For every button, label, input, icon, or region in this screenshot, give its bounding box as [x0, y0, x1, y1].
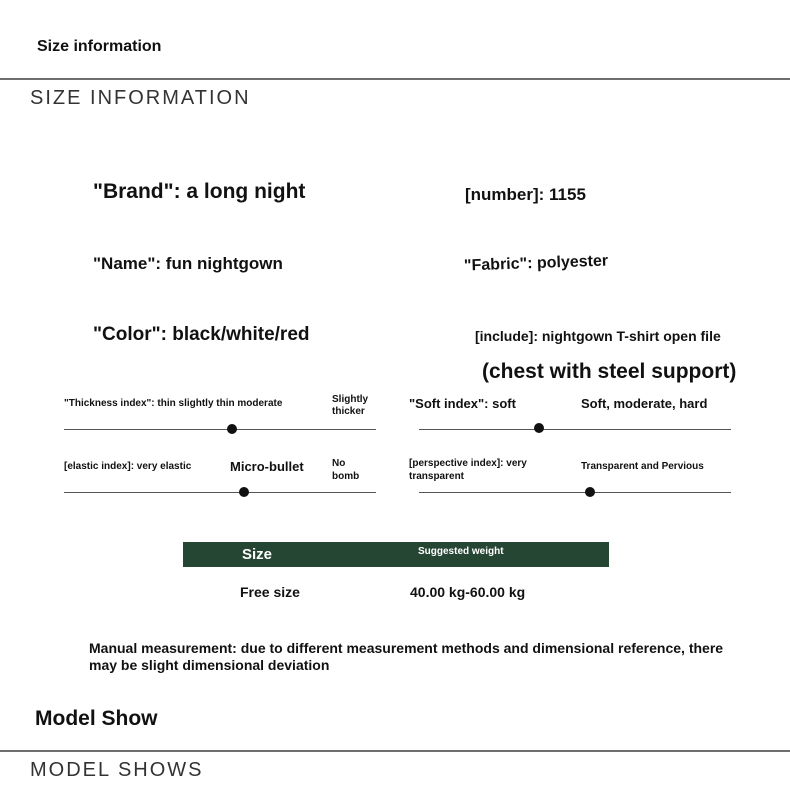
perspective-index-marker — [585, 487, 595, 497]
soft-index-marker — [534, 423, 544, 433]
spec-color: "Color": black/white/red — [93, 324, 310, 345]
elastic-index-label: [elastic index]: very elastic — [64, 461, 192, 472]
thickness-index-extra: Slightly thicker — [332, 394, 369, 417]
size-table-cell-weight: 40.00 kg-60.00 kg — [410, 584, 526, 600]
size-table-cell-size: Free size — [240, 584, 300, 600]
thickness-index-label: "Thickness index": thin slightly thin moderate — [64, 398, 283, 409]
spec-brand: "Brand": a long night — [93, 180, 306, 203]
soft-index-label: "Soft index": soft — [409, 396, 516, 411]
divider — [0, 78, 790, 80]
elastic-index-track — [64, 492, 376, 493]
thickness-index-marker — [227, 424, 237, 434]
perspective-index-track — [419, 492, 731, 493]
elastic-index-extra2: No bomb — [332, 458, 360, 482]
section-title: Size information — [37, 38, 162, 55]
model-section-subtitle: MODEL SHOWS — [30, 759, 204, 781]
elastic-index-extra: Micro-bullet — [230, 459, 304, 474]
spec-include-note: (chest with steel support) — [482, 360, 737, 383]
spec-include: [include]: nightgown T-shirt open file — [475, 328, 721, 344]
elastic-index-marker — [239, 487, 249, 497]
soft-index-extra: Soft, moderate, hard — [581, 396, 708, 411]
spec-fabric: "Fabric": polyester — [463, 252, 609, 275]
divider — [0, 750, 790, 752]
section-subtitle: SIZE INFORMATION — [30, 87, 251, 109]
measurement-note: Manual measurement: due to different measurement methods and dimensional reference, there may be slight dimensional deviation — [89, 640, 724, 673]
size-table-header-size: Size — [242, 546, 273, 563]
model-section-title: Model Show — [35, 707, 158, 730]
spec-name: "Name": fun nightgown — [93, 254, 283, 273]
perspective-index-label: [perspective index]: very transparent — [409, 458, 527, 482]
spec-number: [number]: 1155 — [465, 185, 586, 204]
size-table-header-weight: Suggested weight — [418, 546, 504, 557]
perspective-index-extra: Transparent and Pervious — [581, 461, 704, 472]
soft-index-track — [419, 429, 731, 430]
thickness-index-track — [64, 429, 376, 430]
